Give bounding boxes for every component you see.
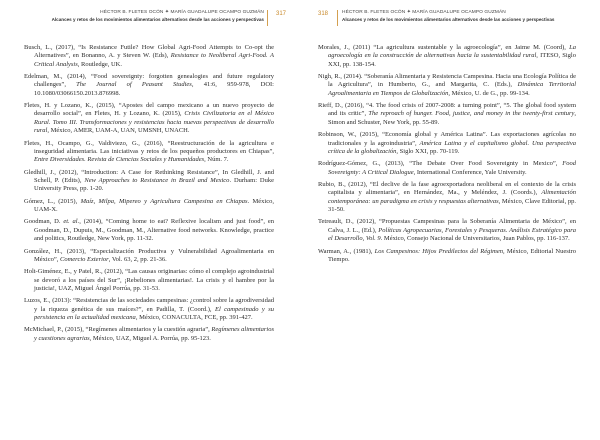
right-page-number: 318 (318, 11, 329, 17)
left-header-authors: HÉCTOR B. FLETES OCÓN ✦ MARÍA GUADALUPE OCAMPO GUZMÁN (100, 10, 264, 15)
reference-entry: Rodríguez-Gómez, G., (2013), “The Debate Over Food Sovereignty in Mexico”, Food Sovereignty: A Critical Dialogue, International Conference, Yale University. (318, 160, 576, 176)
right-page (312, 0, 592, 440)
right-header-authors: HÉCTOR B. FLETES OCÓN ✦ MARÍA GUADALUPE OCAMPO GUZMÁN (342, 10, 506, 15)
left-header-subtitle: Alcances y retos de los movimientos alimentarios alternativos desde las acciones y perspectivas (51, 17, 264, 22)
reference-entry: Luzos, E., (2013): “Resistencias de las sociedades campesinas: ¿control sobre la agrodiversidad y la riqueza genética de sus maíces?”, en Padilla, T. (Coord.), El campesinado y su persistencia en la actualidad mexicana, México, CONACULTA, FCE, pp. 391-427. (24, 297, 274, 321)
reference-entry: Nigh, R., (2014). “Soberanía Alimentaria y Resistencia Campesina. Hacia una Ecología Política de la Agricultura”, in Humberto, G., and Margarita, C. (Eds.), Dinámica Territorial Agroalimentaria en Tiempos de Globalización, México, U. de G., pp. 99-134. (318, 73, 576, 97)
right-header-divider (337, 10, 338, 26)
reference-entry: Fletes, H., Ocampo, G., Valdiviezo, G., (2016), “Reestructuración de la agricultura e inseguridad alimentaria. Las iniciativas y retos de los pequeños productores en Chiapas”, Entre Diversidades. Revista de Ciencias Sociales y Humanidades, Núm. 7. (24, 139, 274, 164)
reference-entry: Edelman, M., (2014), “Food sovereignty: forgotten genealogies and future regulatory challenges”, The Journal of Peasant Studies, 41:6, 959-978, DOI: 10.1080/03066150.2013.876998. (24, 73, 274, 97)
reference-entry: Gledhill, J., (2012), “Introduction: A Case for Rethinking Resistance”, In Gledhill, J. and Schell, P. (Edits), New Approaches to Resistance in Brazil and Mexico. Durham: Duke University Press, pp. 1-20. (24, 168, 275, 193)
right-running-header (312, 10, 588, 30)
left-header-divider (267, 10, 268, 26)
reference-entry: Morales, J., (2011) “La agricultura sustentable y la agroecología”, en Jaime M. (Coord), La agroecología en la construcción de alternativas hacia la sustentabilidad rural, ITESO, Siglo XXI, pp. 138-154. (318, 44, 576, 68)
left-running-header (14, 10, 290, 30)
left-reference-list (24, 44, 274, 347)
right-reference-list (318, 44, 576, 268)
left-page (14, 0, 294, 440)
reference-entry: Goodman, D. et. al., (2014), “Coming home to eat? Reflexive localism and just food”, en Goodman, D., Dupuis, M., Goodman, M., Alternative food networks. Knowledge, practice and politics, Routledge, New York, pp. 11-32. (24, 218, 274, 243)
reference-entry: Busch, L., (2017), “Is Resistance Futile? How Global Agri-Food Attempts to Co-opt the Alternatives”, en Bonanno, A. y Steven W. (Eds), Resistance to Neoliberal Agri-Food. A Critical Analysis, Routledge, UK. (24, 44, 274, 68)
reference-entry: Gómez, L., (2015), Maíz, Milpa, Mipereo y Agricultura Campesina en Chiapas. México, UAM-X. (24, 197, 274, 213)
reference-entry: Fletes, H. y Lozano, K., (2015), “Apostes del campo mexicano a un nuevo proyecto de desarrollo social”, en Fletes, H. y Lozano, K. (2015), Crisis Civilizatoria en el México Rural. Tomo III. Transformaciones y resistencias hacia nuevas perspectivas de desarrollo rural, México, AMER, UAM-A, UAN, UMSNH, UNACH. (24, 102, 274, 135)
reference-entry: González, H., (2013), “Especialización Productiva y Vulnerabilidad Agroalimentaria en México”, Comercio Exterior, Vol. 63, 2, pp. 21-36. (24, 247, 274, 263)
reference-entry: McMichael, P., (2015), “Regímenes alimentarios y la cuestión agraria”, Regímenes alimentarios y cuestiones agrarias, México, UAZ, Miguel A. Porrúa, pp. 95-123. (24, 326, 275, 342)
reference-entry: Tetreault, D., (2012), “Propuestas Campesinas para la Soberanía Alimentaria de México”, en Calva, J. L., (Ed.), Políticas Agropecuarias, Forestales y Pesqueras. Análisis Estratégico para el Desarrollo, Vol. 9. México, Consejo Nacional de Universitarios, Juan Pablos, pp. 116-137. (318, 218, 576, 243)
left-page-number: 317 (275, 11, 286, 17)
reference-entry: Warman, A., (1981), Los Campesinos: Hijos Predilectos del Régimen, México, Editorial Nuestro Tiempo. (318, 247, 576, 263)
right-header-subtitle: Alcances y retos de los movimientos alimentarios alternativos desde las acciones y perspectivas (342, 17, 555, 22)
reference-entry: Rieff, D., (2016), “4. The food crisis of 2007-2008: a turning point”, “5. The global food system and its critic”, The reproach of hunger. Food, justice, and money in the twenty-first century, Simon and Schuster, New York, pp. 55-89. (318, 102, 576, 126)
reference-entry: Holt-Giménez, E., y Patel, R., (2012), “Las causas originarias: cómo el complejo agroindustrial se devoró a los países del Sur”, ¡Rebeliones alimentarias!. La crisis y el hambre por la justicia!, UAZ, Miguel Ángel Porrúa, pp. 31-53. (24, 268, 274, 292)
reference-entry: Rubio, B., (2012), “El declive de la fase agroexportadora neoliberal en el contexto de la crisis capitalista y alimentaria”, en Hernández, Ma., y Meléndez, J. (Coords.), Alimentación contemporánea: un paradigma en crisis y respuestas alternativas, México, Clave Editorial, pp. 31-50. (318, 181, 576, 213)
reference-entry: Robinson, W., (2015), “Economía global y América Latina”. Las exportaciones agrícolas no tradicionales y la agroindustria”, América Latina y el capitalismo global. Una perspectiva crítica de la globalización, Siglo XXI, pp. 70-119. (318, 131, 576, 155)
